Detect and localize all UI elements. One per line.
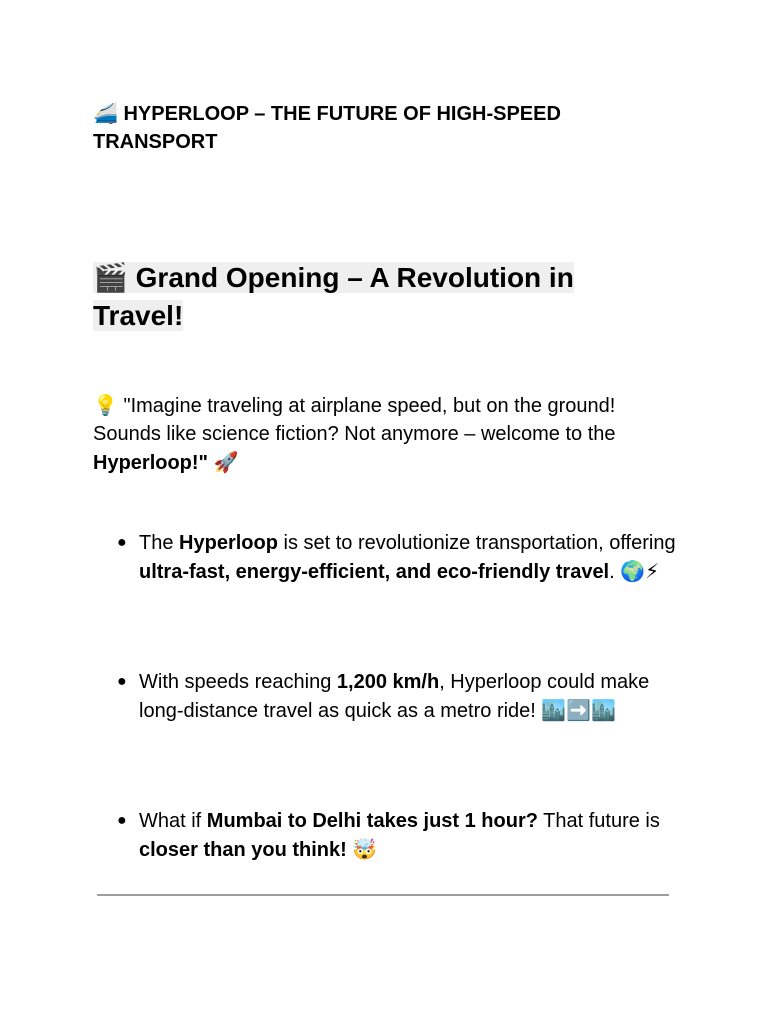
bullet-dot: ● (117, 673, 127, 690)
bullet-dot: ● (117, 534, 127, 551)
intro-quote-text: "Imagine traveling at airplane speed, but on the ground! Sounds like science fiction? Not anymore – welcome to the (93, 395, 616, 445)
exploding-head-icon: 🤯 (352, 837, 378, 861)
list-item-bold-part: 1,200 km/h (336, 671, 440, 693)
globe-lightning-icon: 🌍⚡ (620, 559, 660, 583)
intro-quote-bold: Hyperloop!" (93, 452, 209, 474)
list-item-text-part: . (609, 561, 621, 583)
list-item-text-part: is set to revolutionize transportation, offering (277, 532, 676, 554)
list-item-bold-part: Hyperloop (179, 532, 278, 554)
section-heading-highlight (93, 262, 574, 331)
list-item-text-part: That future is (537, 810, 660, 832)
bullet-dot: ● (117, 812, 127, 829)
horizontal-divider (97, 894, 669, 896)
list-item-text-part: , Hyperloop could make long-distance travel as quick as a metro ride! (139, 671, 650, 722)
list-item-bold-part: closer than you think! (139, 839, 347, 861)
section-heading-text: Grand Opening – A Revolution in Travel! (93, 262, 574, 331)
list-item-text (139, 668, 683, 725)
list-item-text-part: What if (139, 810, 207, 832)
list-item-text (139, 807, 683, 864)
list-item-bold-part: Mumbai to Delhi takes just 1 hour? (206, 810, 538, 832)
intro-quote (93, 391, 683, 477)
list-item-text-part: The (139, 532, 180, 554)
document-title-text: HYPERLOOP – THE FUTURE OF HIGH-SPEED TRANSPORT (93, 103, 561, 153)
list-item-text-part: With speeds reaching (139, 671, 337, 693)
list-item-bold-part: ultra-fast, energy-efficient, and eco-friendly travel (139, 561, 610, 583)
clapperboard-icon: 🎬 (93, 261, 128, 294)
section-heading (93, 259, 653, 335)
list-item-text (139, 529, 683, 586)
rocket-icon: 🚀 (213, 450, 239, 474)
city-arrow-city-icon: 🏙️➡️🏙️ (541, 698, 617, 722)
document-title (93, 99, 653, 156)
lightbulb-icon: 💡 (93, 393, 118, 417)
train-icon: 🚄 (93, 101, 118, 125)
